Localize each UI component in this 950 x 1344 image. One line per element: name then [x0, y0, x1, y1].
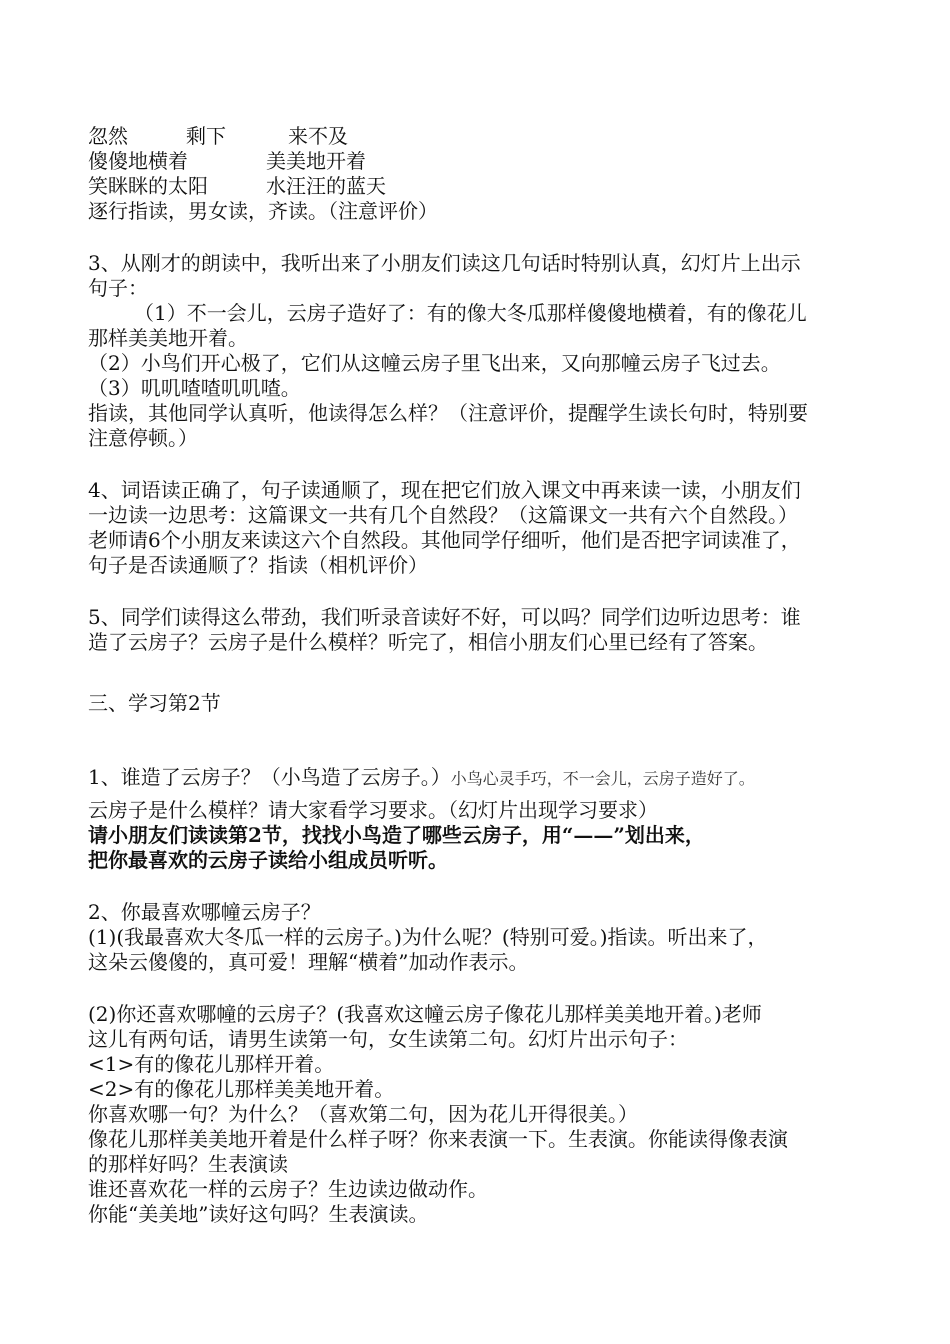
reading-note: 逐行指读，男女读，齐读。（注意评价） — [88, 199, 438, 223]
item5-line: 造了云房子？云房子是什么模样？听完了，相信小朋友们心里已经有了答案。 — [88, 630, 768, 654]
s3-item2-line: 谁还喜欢花一样的云房子？生边读边做动作。 — [88, 1177, 488, 1201]
s3-item2-line: 像花儿那样美美地开着是什么样子呀？你来表演一下。生表演。你能读得像表演 — [88, 1127, 788, 1151]
lesson-plan-text — [88, 124, 873, 1227]
s3-item1-main: 1、谁造了云房子？（小鸟造了云房子。） — [88, 765, 451, 789]
s3-item2-line: (1)(我最喜欢大冬瓜一样的云房子。)为什么呢？(特别可爱。)指读。听出来了， — [88, 925, 768, 949]
vocab-word: 傻傻地横着 — [88, 149, 188, 173]
vocab-word: 笑眯眯的太阳 — [88, 174, 208, 198]
s3-item1-line — [88, 765, 873, 790]
item3-line: 句子： — [88, 276, 148, 300]
learning-requirement: 请小朋友们读读第2节，找找小鸟造了哪些云房子，用“——”划出来， — [88, 823, 705, 847]
vocab-word: 剩下 — [186, 124, 226, 148]
item4-line: 4、词语读正确了，句子读通顺了，现在把它们放入课文中再来读一读，小朋友们 — [88, 478, 801, 502]
item3-line: 3、从刚才的朗读中，我听出来了小朋友们读这几句话时特别认真，幻灯片上出示 — [88, 251, 801, 275]
vocab-word: 美美地开着 — [266, 149, 366, 173]
item3-line: （1）不一会儿，云房子造好了：有的像大冬瓜那样傻傻地横着，有的像花儿 — [134, 301, 807, 325]
item3-line: 注意停顿。） — [88, 426, 198, 450]
item4-line: 一边读一边思考：这篇课文一共有几个自然段？（这篇课文一共有六个自然段。） — [88, 503, 798, 527]
s3-item2-line: 这儿有两句话，请男生读第一句，女生读第二句。幻灯片出示句子： — [88, 1027, 688, 1051]
item3-line: （2）小鸟们开心极了，它们从这幢云房子里飞出来，又向那幢云房子飞过去。 — [88, 351, 781, 375]
vocab-row-2 — [88, 149, 873, 174]
s3-item1-note: 小鸟心灵手巧，不一会儿，云房子造好了。 — [450, 769, 755, 788]
vocab-row-3 — [88, 174, 873, 199]
s3-item2-line: 2、你最喜欢哪幢云房子？ — [88, 900, 321, 924]
s3-item2-line: 你能“美美地”读好这句吗？生表演读。 — [88, 1202, 429, 1226]
item4-line: 句子是否读通顺了？指读（相机评价） — [88, 553, 428, 577]
s3-item2-line: 这朵云傻傻的，真可爱！理解“横着”加动作表示。 — [88, 950, 529, 974]
item4-line: 老师请6个小朋友来读这六个自然段。其他同学仔细听，他们是否把字词读准了， — [88, 528, 801, 552]
vocab-row-1 — [88, 124, 873, 149]
s3-item2-line: (2)你还喜欢哪幢的云房子？(我喜欢这幢云房子像花儿那样美美地开着。)老师 — [88, 1002, 762, 1026]
section-heading: 三、学习第2节 — [88, 691, 221, 715]
item3-line: （3）叽叽喳喳叽叽喳。 — [88, 376, 301, 400]
s3-item2-line: <2>有的像花儿那样美美地开着。 — [88, 1077, 395, 1101]
vocab-word: 来不及 — [288, 124, 348, 148]
item3-line: 那样美美地开着。 — [88, 326, 248, 350]
s3-item2-line: 的那样好吗？生表演读 — [88, 1152, 288, 1176]
learning-requirement: 把你最喜欢的云房子读给小组成员听听。 — [88, 848, 448, 872]
vocab-word: 忽然 — [88, 124, 128, 148]
item5-line: 5、同学们读得这么带劲，我们听录音读好不好，可以吗？同学们边听边思考：谁 — [88, 605, 801, 629]
s3-item1-line: 云房子是什么模样？请大家看学习要求。（幻灯片出现学习要求） — [88, 798, 658, 822]
s3-item2-line: <1>有的像花儿那样开着。 — [88, 1052, 335, 1076]
s3-item2-line: 你喜欢哪一句？为什么？（喜欢第二句，因为花儿开得很美。） — [88, 1102, 638, 1126]
item3-line: 指读，其他同学认真听，他读得怎么样？（注意评价，提醒学生读长句时，特别要 — [88, 401, 808, 425]
vocab-word: 水汪汪的蓝天 — [266, 174, 386, 198]
